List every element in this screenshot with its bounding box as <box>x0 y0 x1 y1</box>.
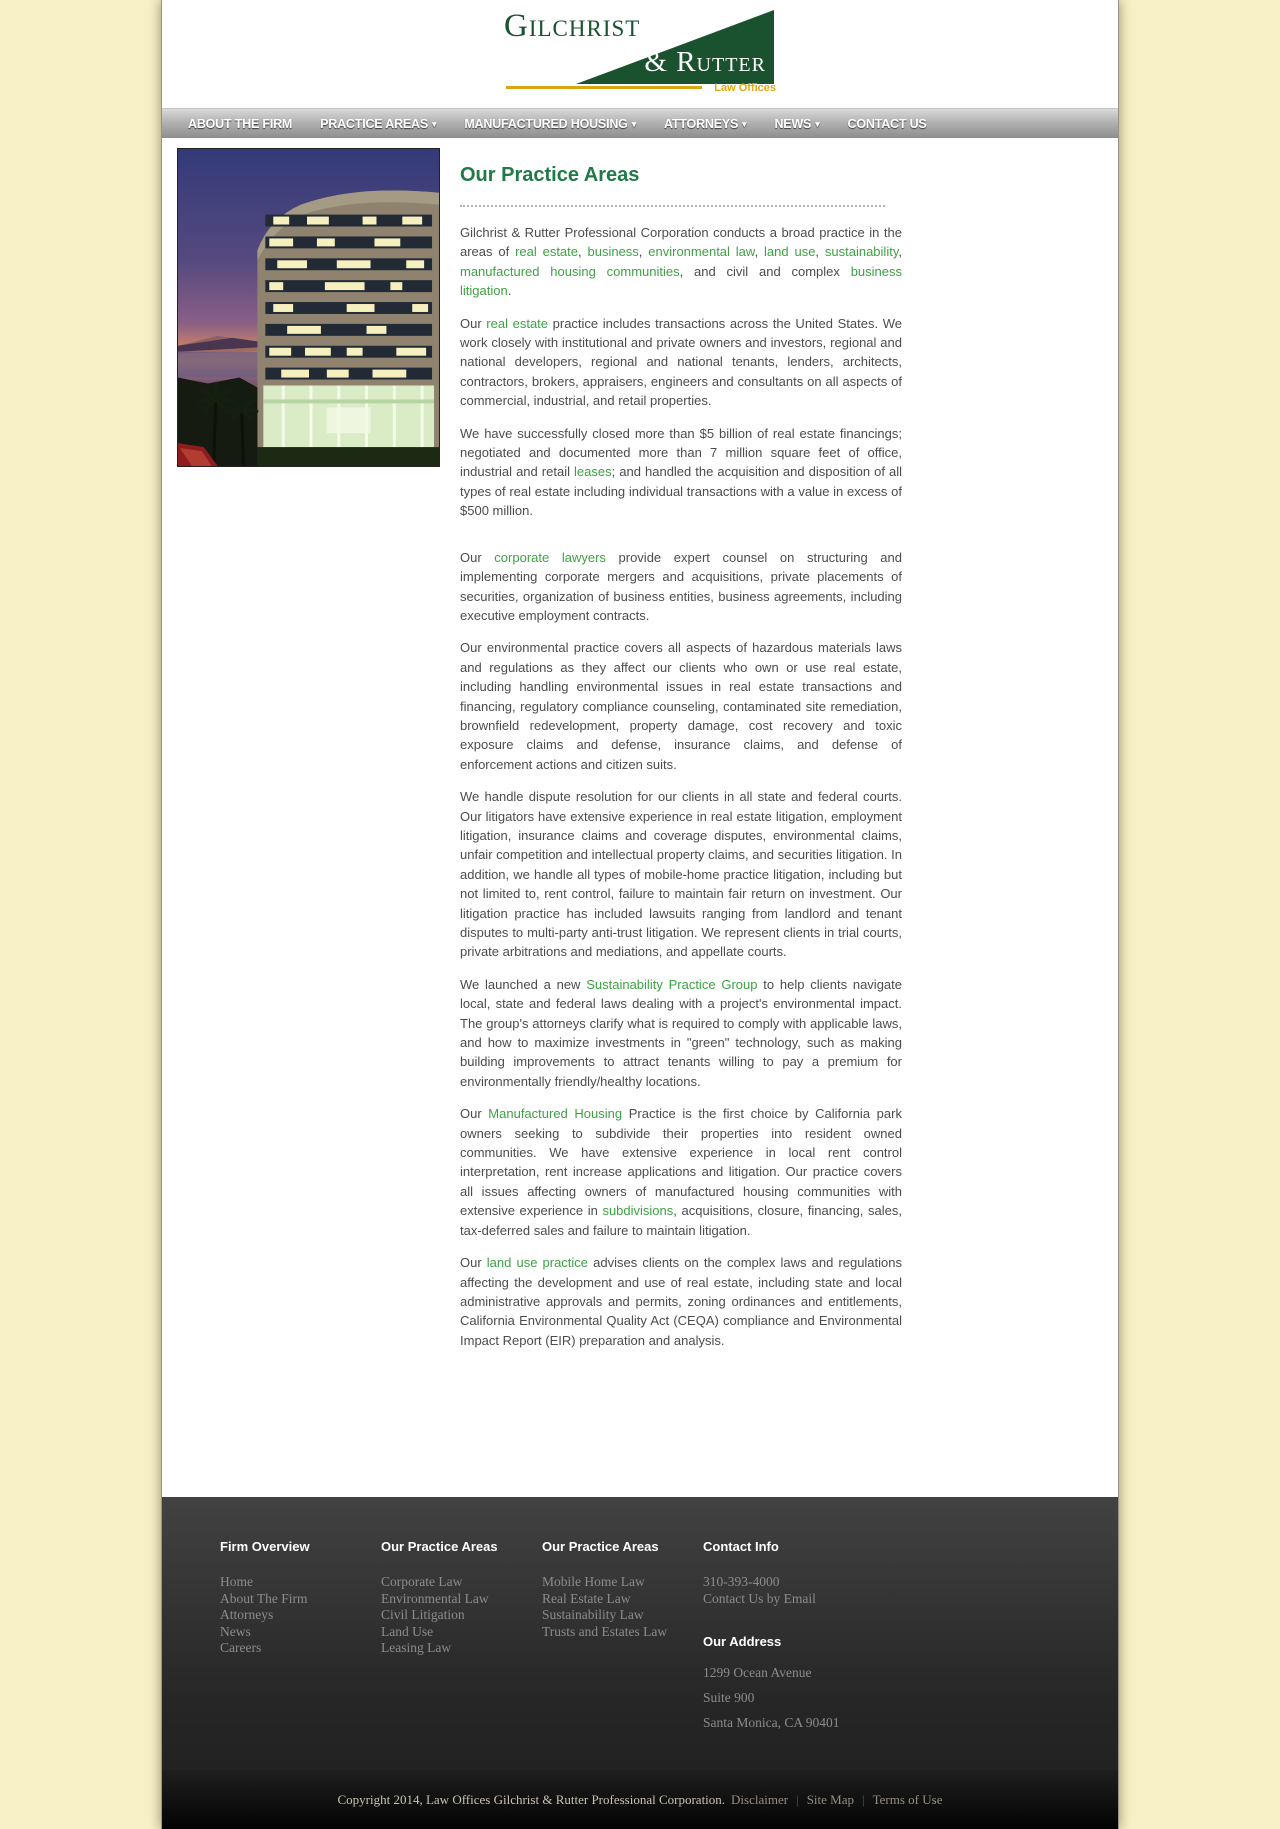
footer-link-land-use[interactable]: Land Use <box>381 1623 434 1639</box>
nav-item-practice-areas[interactable]: PRACTICE AREAS ▾ <box>320 116 437 131</box>
logo-name-line1: Gilchrist <box>504 8 641 44</box>
footer-link-home[interactable]: Home <box>220 1574 253 1589</box>
practice-paragraph: We handle dispute resolution for our clients in all state and federal courts. Our litigators have extensive experience in real estate litigation, employment litigation, insurance claims and coverage disputes, environmental claims, unfair competition and intellectual property claims, and securities litigation. In addition, we handle all types of mobile-home practice litigation, including but not limited to, rent control, failure to maintain fair return on investment. Our litigation practice has included lawsuits ranging from landlord and tenant disputes to multi-party anti-trust litigation. We represent clients in trial courts, private arbitrations and mediations, and appellate courts. <box>460 789 902 960</box>
chevron-down-icon: ▾ <box>815 118 820 129</box>
link-subdivisions[interactable]: subdivisions <box>602 1203 674 1219</box>
footer-link-contact-us-by-email[interactable]: Contact Us by Email <box>703 1590 816 1606</box>
legal-link-site-map[interactable]: Site Map <box>806 1791 855 1807</box>
site-header <box>162 0 1118 108</box>
address-line: Santa Monica, CA 90401 <box>703 1715 840 1730</box>
legal-separator: | <box>796 1791 799 1807</box>
legal-separator: | <box>862 1791 865 1807</box>
page-title: Our Practice Areas <box>460 164 640 186</box>
chevron-down-icon: ▾ <box>631 118 637 129</box>
footer-column-firm-overview-0 <box>220 1539 381 1770</box>
logo-gold-rule <box>506 86 702 89</box>
nav-item-manufactured-housing[interactable]: MANUFACTURED HOUSING ▾ <box>464 116 637 131</box>
link-sustainability[interactable]: sustainability <box>824 244 899 260</box>
footer-link-sustainability-law[interactable]: Sustainability Law <box>542 1607 644 1622</box>
nav-item-about-the-firm[interactable]: ABOUT THE FIRM <box>188 116 293 131</box>
practice-paragraph: Our Manufactured Housing Practice is the first choice by California park owners seeking to subdivide their properties into resident owned communities. We have extensive experience in local rent control interpretation, rent increase applications and litigation. Our practice covers all issues affecting owners of manufactured housing communities with extensive experience in subdivisions, acquisitions, closure, financing, sales, tax-deferred sales and failure to maintain litigation. <box>460 1106 902 1238</box>
footer-heading: Our Practice Areas <box>381 1539 498 1554</box>
link-real-estate[interactable]: real estate <box>515 244 579 260</box>
footer-link-civil-litigation[interactable]: Civil Litigation <box>381 1607 465 1622</box>
footer-link-news[interactable]: News <box>220 1623 251 1639</box>
practice-paragraph: We have successfully closed more than $5 billion of real estate financings; negotiated and documented more than 7 million square feet of office, industrial and retail leases; and handled the acquisition and disposition of all types of real estate including individual transactions with a value in excess of $500 million. <box>460 425 902 519</box>
practice-areas-content <box>460 148 902 1363</box>
practice-paragraph: Gilchrist & Rutter Professional Corporation conducts a broad practice in the areas of real estate, business, environmental law, land use, sustainability, manufactured housing communities, and civil and complex business litigation. <box>460 225 902 299</box>
footer-heading: Contact Info <box>703 1539 779 1554</box>
practice-paragraph: Our land use practice advises clients on the complex laws and regulations affecting the development and use of real estate, including state and local administrative approvals and permits, zoning ordinances and entitlements, California Environmental Quality Act (CEQA) compliance and Environmental Impact Report (EIR) preparation and analysis. <box>460 1255 902 1348</box>
footer-column-our-practice-areas-1 <box>381 1539 542 1770</box>
practice-paragraph: Our real estate practice includes transactions across the United States. We work closely with institutional and private owners and investors, regional and national developers, regional and national tenants, lenders, architects, contractors, brokers, appraisers, engineers and consultants on all aspects of commercial, industrial, and retail properties. <box>460 315 902 409</box>
footer-link-leasing-law[interactable]: Leasing Law <box>381 1640 452 1655</box>
firm-logo[interactable] <box>504 6 776 102</box>
link-corporate-lawyers[interactable]: corporate lawyers <box>494 549 606 565</box>
footer-link-attorneys[interactable]: Attorneys <box>220 1607 274 1622</box>
main-content <box>162 138 1118 1497</box>
dotted-divider <box>460 205 885 207</box>
footer-column-contact-info-3 <box>703 1539 923 1770</box>
practice-paragraph: We launched a new Sustainability Practice Group to help clients navigate local, state and federal laws dealing with a project's environmental impact. The group's attorneys clarify what is required to comply with applicable laws, and how to maximize investments in "green" technology, such as making building improvements to attract tenants willing to pay a premium for environmentally friendly/healthy locations. <box>460 976 902 1089</box>
footer-link-310-393-4000[interactable]: 310-393-4000 <box>703 1574 780 1589</box>
address-line: 1299 Ocean Avenue <box>703 1665 812 1680</box>
logo-name-line2: & Rutter <box>644 46 766 78</box>
practice-paragraph: Our environmental practice covers all aspects of hazardous materials laws and regulations as they affect our clients who own or use real estate, including handling environmental issues in real estate transactions and financing, regulatory compliance counseling, contaminated site remediation, brownfield redevelopment, property damage, cost recovery and toxic exposure claims and defense, insurance claims, and defense of enforcement actions and citizen suits. <box>460 640 902 772</box>
link-land-use-practice[interactable]: land use practice <box>486 1255 589 1271</box>
footer-link-environmental-law[interactable]: Environmental Law <box>381 1590 489 1606</box>
link-manufactured-housing-communities[interactable]: manufactured housing communities <box>460 263 680 279</box>
link-business[interactable]: business <box>587 244 639 260</box>
chevron-down-icon: ▾ <box>742 118 747 129</box>
copyright-text: Copyright 2014, Law Offices Gilchrist & Rutter Professional Corporation. <box>337 1791 726 1807</box>
legal-bar <box>162 1770 1118 1829</box>
link-manufactured-housing[interactable]: Manufactured Housing <box>488 1106 623 1122</box>
legal-link-terms-of-use[interactable]: Terms of Use <box>872 1791 943 1807</box>
footer-subheading: Our Address <box>703 1634 782 1649</box>
link-environmental-law[interactable]: environmental law <box>648 244 755 260</box>
link-land-use[interactable]: land use <box>764 244 816 260</box>
footer-link-mobile-home-law[interactable]: Mobile Home Law <box>542 1574 645 1589</box>
link-sustainability-practice-group[interactable]: Sustainability Practice Group <box>586 976 758 992</box>
footer-heading: Firm Overview <box>220 1539 310 1554</box>
footer-column-our-practice-areas-2 <box>542 1539 703 1770</box>
footer-link-real-estate-law[interactable]: Real Estate Law <box>542 1590 631 1606</box>
link-business-litigation[interactable]: business litigation <box>460 263 902 299</box>
footer-link-corporate-law[interactable]: Corporate Law <box>381 1574 463 1589</box>
nav-item-attorneys[interactable]: ATTORNEYS ▾ <box>664 116 747 131</box>
logo-tagline: Law Offices <box>714 82 776 94</box>
footer-heading: Our Practice Areas <box>542 1539 659 1554</box>
page-container <box>161 0 1119 1829</box>
building-photo <box>177 148 440 467</box>
practice-paragraph: Our corporate lawyers provide expert counsel on structuring and implementing corporate mergers and acquisitions, private placements of securities, organization of business entities, business agreements, including executive employment contracts. <box>460 549 902 623</box>
main-nav <box>162 108 1118 138</box>
site-footer <box>162 1497 1118 1770</box>
footer-link-trusts-and-estates-law[interactable]: Trusts and Estates Law <box>542 1623 668 1639</box>
nav-item-contact-us[interactable]: CONTACT US <box>847 116 927 131</box>
address-line: Suite 900 <box>703 1690 755 1705</box>
link-leases[interactable]: leases <box>574 464 612 480</box>
footer-link-about-the-firm[interactable]: About The Firm <box>220 1590 308 1606</box>
footer-link-careers[interactable]: Careers <box>220 1640 262 1655</box>
legal-link-disclaimer[interactable]: Disclaimer <box>731 1791 789 1807</box>
nav-item-news[interactable]: NEWS ▾ <box>774 116 820 131</box>
link-real-estate[interactable]: real estate <box>486 315 549 331</box>
practice-paragraphs <box>460 223 902 1350</box>
chevron-down-icon: ▾ <box>432 118 437 129</box>
legal-links <box>731 1792 942 1808</box>
